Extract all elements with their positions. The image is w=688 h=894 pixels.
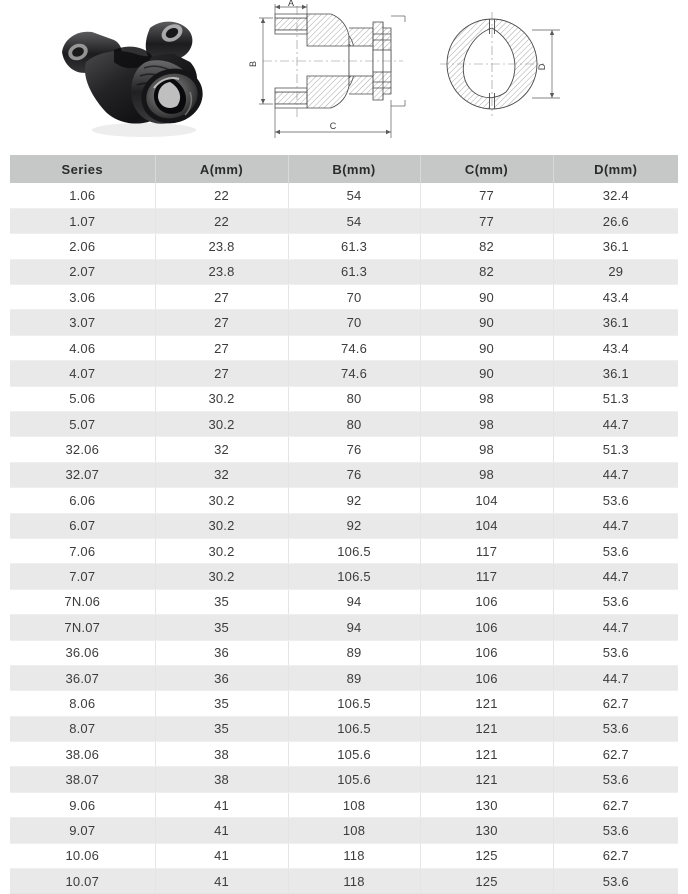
- cell-d: 44.7: [553, 513, 678, 538]
- cell-a: 23.8: [155, 234, 288, 259]
- table-row: [10, 361, 678, 386]
- cell-series: 36.06: [10, 640, 155, 665]
- cell-c: 117: [420, 564, 553, 589]
- figure-strip: [0, 0, 688, 152]
- cell-d: 53.6: [553, 488, 678, 513]
- cell-d: 53.6: [553, 767, 678, 792]
- table-row: [10, 183, 678, 208]
- cell-a: 36: [155, 640, 288, 665]
- dimension-label-a: A: [287, 0, 295, 8]
- cell-series: 38.06: [10, 742, 155, 767]
- cell-c: 90: [420, 285, 553, 310]
- cell-a: 30.2: [155, 564, 288, 589]
- cell-a: 27: [155, 285, 288, 310]
- cell-a: 35: [155, 589, 288, 614]
- cell-b: 108: [288, 792, 420, 817]
- cell-a: 32: [155, 462, 288, 487]
- cell-a: 30.2: [155, 538, 288, 563]
- cell-a: 41: [155, 792, 288, 817]
- cell-b: 108: [288, 818, 420, 843]
- cell-a: 27: [155, 310, 288, 335]
- cell-series: 6.07: [10, 513, 155, 538]
- cell-b: 118: [288, 843, 420, 868]
- cell-b: 106.5: [288, 691, 420, 716]
- cell-c: 82: [420, 234, 553, 259]
- cell-c: 106: [420, 640, 553, 665]
- cell-d: 53.6: [553, 818, 678, 843]
- cell-a: 27: [155, 335, 288, 360]
- cell-c: 106: [420, 589, 553, 614]
- cell-d: 26.6: [553, 208, 678, 233]
- cell-a: 35: [155, 716, 288, 741]
- cell-c: 121: [420, 767, 553, 792]
- cell-c: 90: [420, 361, 553, 386]
- cell-b: 105.6: [288, 767, 420, 792]
- cell-a: 23.8: [155, 259, 288, 284]
- triangular-tube-profile-drawing: [432, 0, 582, 152]
- cell-c: 125: [420, 869, 553, 894]
- cell-b: 105.6: [288, 742, 420, 767]
- dimension-label-d: D: [537, 63, 547, 71]
- cell-d: 36.1: [553, 234, 678, 259]
- cell-c: 98: [420, 386, 553, 411]
- cell-a: 36: [155, 665, 288, 690]
- cell-b: 92: [288, 488, 420, 513]
- cell-b: 61.3: [288, 259, 420, 284]
- cell-b: 61.3: [288, 234, 420, 259]
- cell-c: 82: [420, 259, 553, 284]
- dimension-label-c: C: [329, 121, 337, 131]
- cell-series: 8.06: [10, 691, 155, 716]
- table-row: [10, 843, 678, 868]
- cell-series: 3.06: [10, 285, 155, 310]
- cell-d: 53.6: [553, 538, 678, 563]
- cell-c: 98: [420, 462, 553, 487]
- cell-series: 7N.06: [10, 589, 155, 614]
- cell-b: 94: [288, 615, 420, 640]
- cell-d: 44.7: [553, 615, 678, 640]
- cell-c: 77: [420, 183, 553, 208]
- table-row: [10, 412, 678, 437]
- cell-a: 22: [155, 208, 288, 233]
- cell-series: 36.07: [10, 665, 155, 690]
- cell-c: 90: [420, 310, 553, 335]
- cell-b: 76: [288, 437, 420, 462]
- cell-b: 106.5: [288, 564, 420, 589]
- cell-a: 38: [155, 767, 288, 792]
- table-header: [10, 155, 678, 183]
- table-row: [10, 589, 678, 614]
- table-row: [10, 818, 678, 843]
- cell-d: 44.7: [553, 462, 678, 487]
- cell-series: 5.06: [10, 386, 155, 411]
- cell-b: 106.5: [288, 716, 420, 741]
- cell-series: 7.06: [10, 538, 155, 563]
- cell-series: 2.06: [10, 234, 155, 259]
- cell-d: 32.4: [553, 183, 678, 208]
- table-row: [10, 742, 678, 767]
- cell-c: 106: [420, 615, 553, 640]
- cell-b: 54: [288, 183, 420, 208]
- cell-series: 4.06: [10, 335, 155, 360]
- cell-b: 70: [288, 310, 420, 335]
- cell-d: 44.7: [553, 665, 678, 690]
- cell-c: 117: [420, 538, 553, 563]
- cell-c: 130: [420, 818, 553, 843]
- specification-table: [10, 155, 678, 894]
- table-row: [10, 386, 678, 411]
- cell-d: 62.7: [553, 792, 678, 817]
- cell-b: 118: [288, 869, 420, 894]
- table-row: [10, 335, 678, 360]
- cell-c: 121: [420, 742, 553, 767]
- cell-d: 29: [553, 259, 678, 284]
- cell-d: 51.3: [553, 386, 678, 411]
- cell-d: 44.7: [553, 564, 678, 589]
- table-row: [10, 488, 678, 513]
- pto-yoke-photograph: [40, 0, 250, 152]
- table-row: [10, 285, 678, 310]
- cell-c: 121: [420, 691, 553, 716]
- cell-a: 35: [155, 691, 288, 716]
- table-row: [10, 792, 678, 817]
- column-header-d: D(mm): [553, 155, 678, 183]
- cell-c: 98: [420, 412, 553, 437]
- cell-b: 106.5: [288, 538, 420, 563]
- cell-b: 54: [288, 208, 420, 233]
- cell-b: 74.6: [288, 335, 420, 360]
- cell-b: 70: [288, 285, 420, 310]
- specification-table-container: [10, 155, 678, 894]
- cell-c: 104: [420, 513, 553, 538]
- cell-c: 77: [420, 208, 553, 233]
- table-row: [10, 234, 678, 259]
- cell-d: 53.6: [553, 640, 678, 665]
- cell-d: 53.6: [553, 869, 678, 894]
- cell-a: 32: [155, 437, 288, 462]
- cell-b: 76: [288, 462, 420, 487]
- cell-series: 7.07: [10, 564, 155, 589]
- cell-series: 10.06: [10, 843, 155, 868]
- cell-d: 62.7: [553, 691, 678, 716]
- cell-series: 5.07: [10, 412, 155, 437]
- cell-series: 6.06: [10, 488, 155, 513]
- table-row: [10, 437, 678, 462]
- cell-a: 35: [155, 615, 288, 640]
- cell-d: 44.7: [553, 412, 678, 437]
- cell-d: 51.3: [553, 437, 678, 462]
- cell-c: 106: [420, 665, 553, 690]
- cell-series: 7N.07: [10, 615, 155, 640]
- table-row: [10, 259, 678, 284]
- cell-d: 53.6: [553, 589, 678, 614]
- table-row: [10, 640, 678, 665]
- table-row: [10, 208, 678, 233]
- cell-c: 90: [420, 335, 553, 360]
- cell-a: 30.2: [155, 386, 288, 411]
- table-row: [10, 310, 678, 335]
- cell-series: 38.07: [10, 767, 155, 792]
- cell-b: 94: [288, 589, 420, 614]
- cell-series: 9.06: [10, 792, 155, 817]
- cell-d: 43.4: [553, 285, 678, 310]
- cell-d: 62.7: [553, 843, 678, 868]
- cell-a: 30.2: [155, 513, 288, 538]
- cell-series: 9.07: [10, 818, 155, 843]
- cell-c: 104: [420, 488, 553, 513]
- cell-series: 32.06: [10, 437, 155, 462]
- table-row: [10, 564, 678, 589]
- cell-series: 1.07: [10, 208, 155, 233]
- table-row: [10, 869, 678, 894]
- cell-b: 80: [288, 386, 420, 411]
- cell-b: 80: [288, 412, 420, 437]
- cell-a: 41: [155, 818, 288, 843]
- table-header-row: [10, 155, 678, 183]
- cell-b: 92: [288, 513, 420, 538]
- column-header-series: Series: [10, 155, 155, 183]
- cell-series: 1.06: [10, 183, 155, 208]
- table-row: [10, 691, 678, 716]
- table-row: [10, 462, 678, 487]
- cell-d: 36.1: [553, 310, 678, 335]
- cell-c: 125: [420, 843, 553, 868]
- cell-c: 98: [420, 437, 553, 462]
- table-row: [10, 767, 678, 792]
- cell-series: 10.07: [10, 869, 155, 894]
- cell-a: 38: [155, 742, 288, 767]
- cell-series: 3.07: [10, 310, 155, 335]
- cell-series: 2.07: [10, 259, 155, 284]
- dimension-label-b: B: [248, 60, 258, 68]
- cell-a: 41: [155, 843, 288, 868]
- cell-c: 121: [420, 716, 553, 741]
- cell-d: 53.6: [553, 716, 678, 741]
- table-row: [10, 665, 678, 690]
- cell-a: 22: [155, 183, 288, 208]
- cell-d: 62.7: [553, 742, 678, 767]
- cell-a: 30.2: [155, 412, 288, 437]
- yoke-cross-section-drawing: [245, 0, 430, 152]
- cell-d: 43.4: [553, 335, 678, 360]
- column-header-c: C(mm): [420, 155, 553, 183]
- cell-c: 130: [420, 792, 553, 817]
- table-row: [10, 513, 678, 538]
- table-row: [10, 538, 678, 563]
- cell-b: 89: [288, 640, 420, 665]
- cell-series: 8.07: [10, 716, 155, 741]
- column-header-a: A(mm): [155, 155, 288, 183]
- cell-b: 74.6: [288, 361, 420, 386]
- cell-a: 27: [155, 361, 288, 386]
- cell-series: 32.07: [10, 462, 155, 487]
- table-row: [10, 615, 678, 640]
- cell-a: 41: [155, 869, 288, 894]
- cell-d: 36.1: [553, 361, 678, 386]
- cell-a: 30.2: [155, 488, 288, 513]
- table-body: [10, 183, 678, 894]
- column-header-b: B(mm): [288, 155, 420, 183]
- table-row: [10, 716, 678, 741]
- cell-b: 89: [288, 665, 420, 690]
- cell-series: 4.07: [10, 361, 155, 386]
